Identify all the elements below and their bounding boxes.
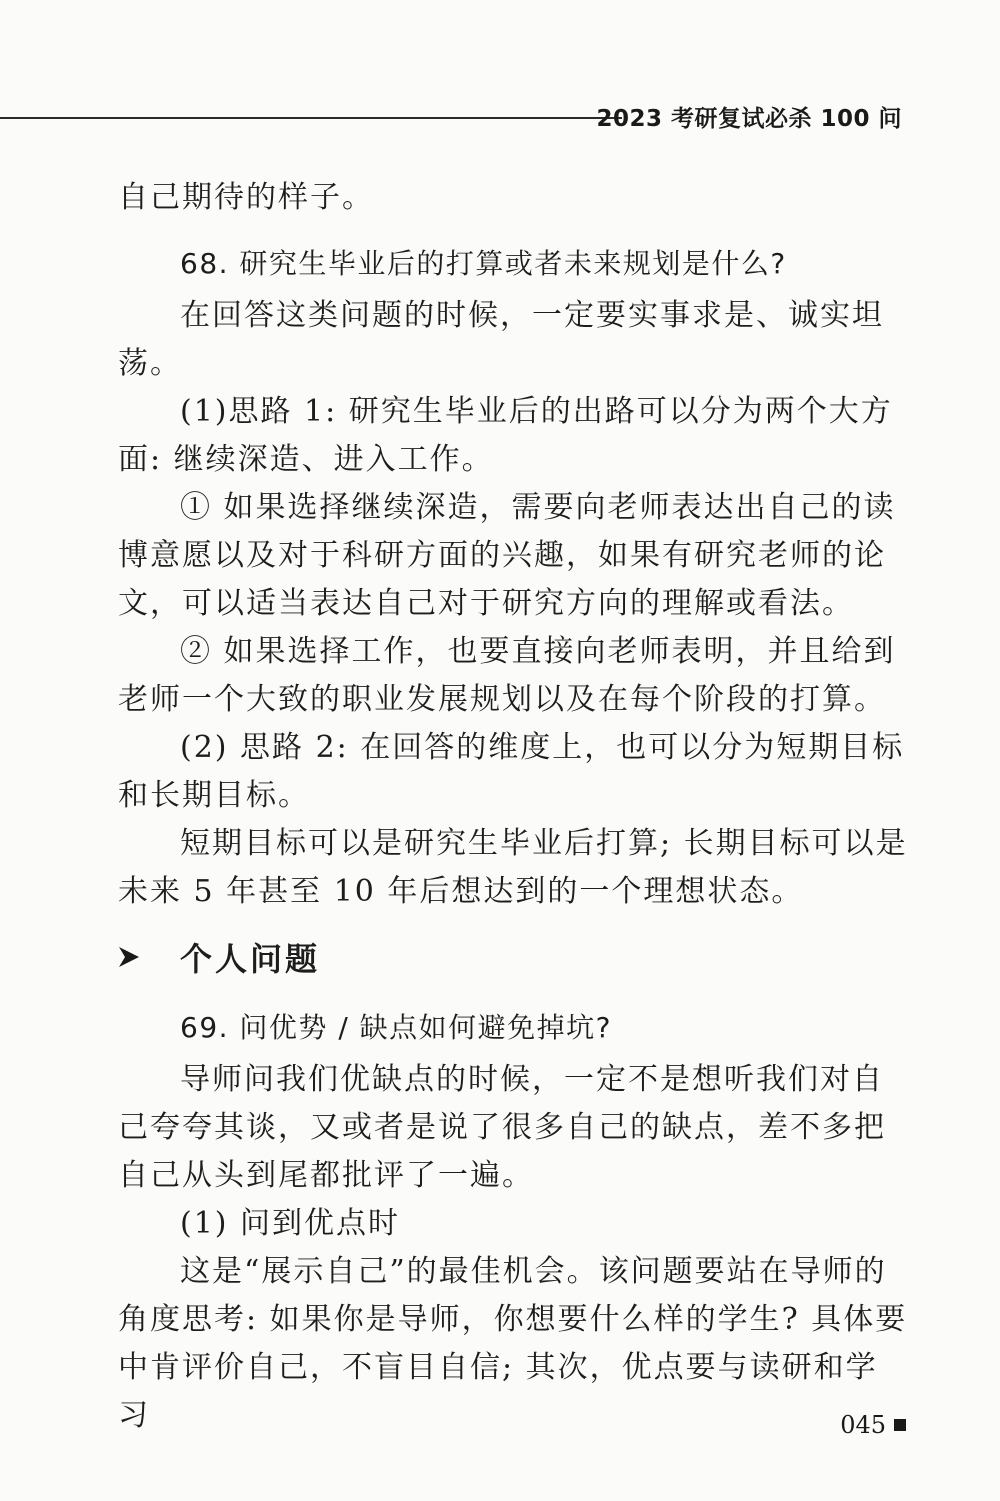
q68-paragraph-3: ① 如果选择继续深造，需要向老师表达出自己的读博意愿以及对于科研方面的兴趣，如果有研究老师的论文，可以适当表达自己对于研究方向的理解或看法。: [118, 490, 896, 621]
page-number-text: 045: [840, 1411, 886, 1439]
q68-paragraph-1: 在回答这类问题的时候，一定要实事求是、诚实坦荡。: [118, 298, 884, 381]
page-number: [840, 1411, 906, 1439]
question-69-title: 69. 问优势 / 缺点如何避免掉坑?: [180, 1011, 613, 1044]
q68-paragraph-5: (2) 思路 2: 在回答的维度上，也可以分为短期目标和长期目标。: [118, 730, 905, 813]
question-68-title: 68. 研究生毕业后的打算或者未来规划是什么?: [180, 247, 787, 280]
q68-paragraph-6: 短期目标可以是研究生毕业后打算; 长期目标可以是未来 5 年甚至 10 年后想达到的一个理想状态。: [118, 826, 908, 909]
page-number-square-icon: [894, 1419, 906, 1431]
section-title: 个人问题: [180, 940, 321, 978]
q68-paragraph-2: (1)思路 1: 研究生毕业后的出路可以分为两个大方面: 继续深造、进入工作。: [118, 394, 893, 477]
arrowhead-right-icon: [118, 946, 140, 968]
q69-paragraph-2: (1) 问到优点时: [180, 1206, 401, 1241]
q69-paragraph-1: 导师问我们优缺点的时候，一定不是想听我们对自己夸夸其谈，又或者是说了很多自己的缺点，差不多把自己从头到尾都批评了一遍。: [118, 1062, 886, 1193]
lead-fragment: 自己期待的样子。: [118, 180, 374, 215]
q69-paragraph-3: 这是“展示自己”的最佳机会。该问题要站在导师的角度思考: 如果你是导师，你想要什么样的学生? 具体要中肯评价自己，不盲目自信; 其次，优点要与读研和学习: [118, 1254, 908, 1433]
q68-paragraph-4: ② 如果选择工作，也要直接向老师表明，并且给到老师一个大致的职业发展规划以及在每个阶段的打算。: [118, 634, 896, 717]
header-rule: [0, 117, 622, 119]
running-head: 2023 考研复试必杀 100 问: [596, 106, 902, 132]
page-body: [118, 174, 908, 1440]
section-heading: [118, 922, 908, 992]
